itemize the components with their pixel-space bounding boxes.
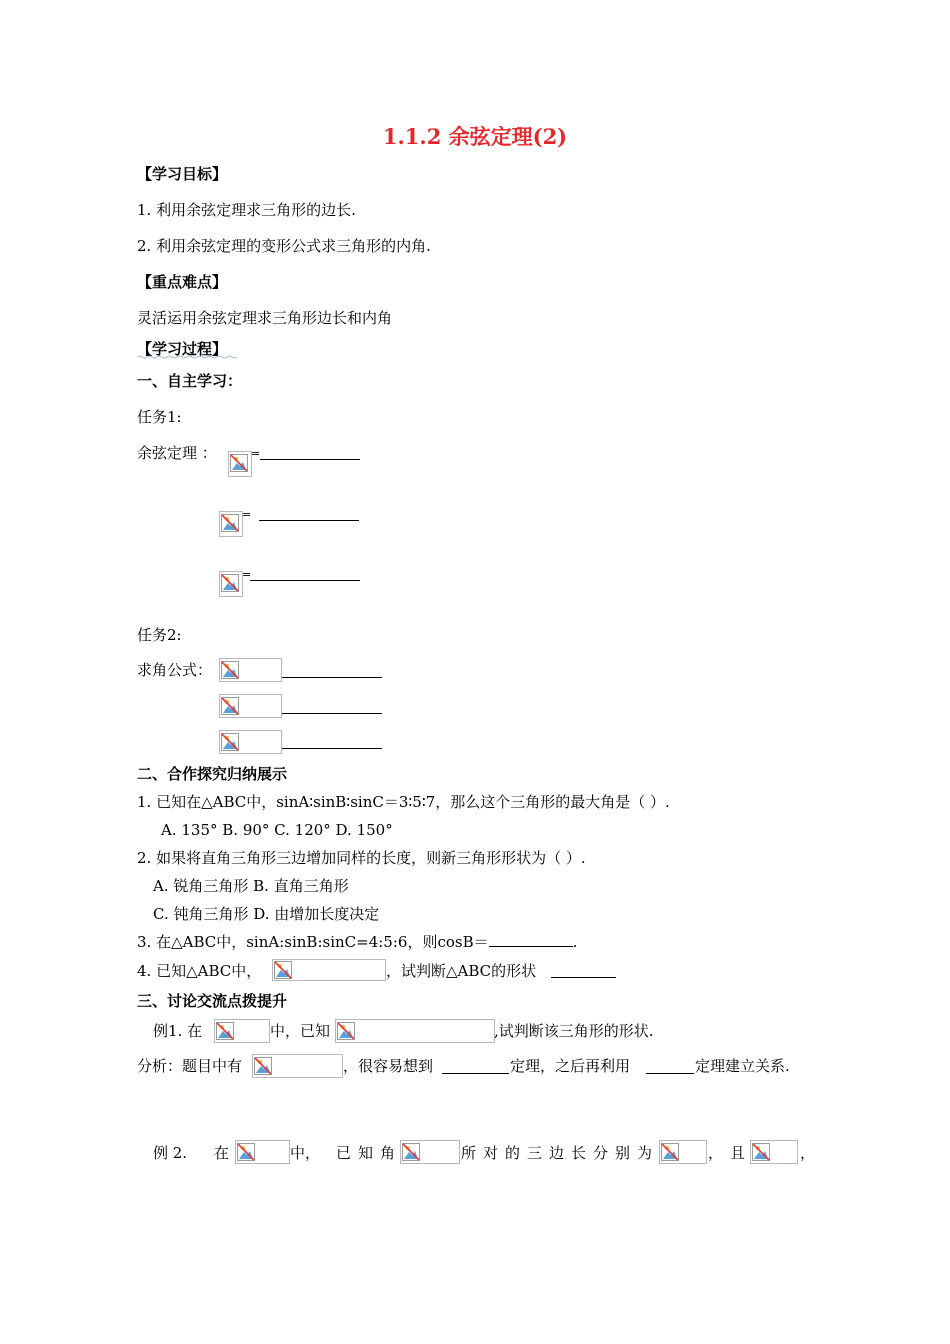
- question-1: 1. 已知在△ABC中，sinA∶sinB∶sinC＝3∶5∶7，那么这个三角形的最大角是（ ）.: [137, 793, 670, 811]
- question-4-text: 4. 已知△ABC中，: [137, 962, 262, 980]
- example-2-word: 三: [527, 1144, 543, 1162]
- broken-image-icon: [221, 574, 239, 592]
- goals-heading: 【学习目标】: [137, 165, 228, 183]
- answer-blank: [250, 580, 360, 581]
- question-1-options: A. 135° B. 90° C. 120° D. 150°: [161, 821, 393, 839]
- goal-1: 1. 利用余弦定理求三角形的边长.: [137, 201, 356, 219]
- key-points-text: 灵活运用余弦定理求三角形边长和内角: [137, 309, 393, 327]
- analysis-text: 分析：题目中有: [137, 1057, 243, 1075]
- example-2-word: 且: [730, 1144, 746, 1162]
- example-2-word: 所: [461, 1144, 477, 1162]
- example-1-text-2: 中，已知: [270, 1022, 331, 1040]
- broken-image-icon: [254, 1057, 272, 1075]
- formula-image: [400, 1140, 460, 1164]
- formula-image: [272, 959, 386, 981]
- example-2-word: 长: [571, 1144, 587, 1162]
- question-2-options-ab: A. 锐角三角形 B. 直角三角形: [153, 877, 349, 895]
- question-2-options-cd: C. 钝角三角形 D. 由增加长度决定: [153, 905, 380, 923]
- goal-2: 2. 利用余弦定理的变形公式求三角形的内角.: [137, 237, 431, 255]
- example-2-word: ，: [708, 1144, 724, 1162]
- question-4-text-2: ，试判断△ABC的形状: [386, 962, 537, 980]
- formula-image: [219, 694, 282, 718]
- answer-blank: [282, 677, 382, 678]
- broken-image-icon: [221, 514, 239, 532]
- example-2-label: 例 2.: [153, 1144, 188, 1162]
- process-heading: 【学习过程】: [137, 340, 228, 358]
- answer-blank: [259, 520, 359, 521]
- formula-image: [235, 1140, 290, 1164]
- example-2-word: 为: [637, 1144, 653, 1162]
- example-2-word: 在: [214, 1144, 230, 1162]
- spellcheck-underline: [137, 355, 237, 359]
- example-2-word: 别: [615, 1144, 631, 1162]
- broken-image-icon: [337, 1022, 355, 1040]
- example-2-word: 分: [593, 1144, 609, 1162]
- formula-image: [252, 1054, 343, 1078]
- equals-sign: =: [251, 447, 261, 460]
- question-3-text: 3. 在△ABC中，sinA:sinB:sinC=4:5:6，则cosB＝: [137, 933, 489, 951]
- example-2-word: ，: [800, 1144, 816, 1162]
- answer-blank: [551, 977, 616, 978]
- broken-image-icon: [221, 697, 239, 715]
- equals-sign: =: [242, 508, 252, 521]
- broken-image-icon: [230, 454, 248, 472]
- part3-heading: 三、讨论交流点拨提升: [137, 992, 288, 1010]
- example-2-word: 中，: [290, 1144, 321, 1162]
- example-2-word: 知: [358, 1144, 374, 1162]
- part1-heading: 一、自主学习：: [137, 372, 243, 390]
- task2-label: 任务2:: [137, 626, 182, 644]
- formula-image: [228, 451, 252, 477]
- answer-blank: [260, 459, 360, 460]
- answer-blank: [442, 1073, 509, 1074]
- part2-heading: 二、合作探究归纳展示: [137, 765, 288, 783]
- answer-blank: [646, 1073, 694, 1074]
- formula-image: [219, 571, 243, 597]
- example-2-word: 对: [483, 1144, 499, 1162]
- example-2-word: 的: [505, 1144, 521, 1162]
- question-3-end: .: [572, 933, 578, 951]
- example-1-text: 例1. 在: [153, 1022, 203, 1040]
- formula-image: [219, 730, 282, 754]
- formula-image: [659, 1140, 707, 1164]
- analysis-text-2: ，很容易想到: [343, 1057, 434, 1075]
- example-2-word: 边: [549, 1144, 565, 1162]
- page-title: 1.1.2 余弦定理(2): [382, 124, 568, 149]
- equals-sign: =: [242, 568, 252, 581]
- broken-image-icon: [216, 1022, 234, 1040]
- broken-image-icon: [752, 1143, 770, 1161]
- example-1-text-3: ,试判断该三角形的形状.: [494, 1022, 654, 1040]
- formula-image: [219, 658, 282, 682]
- broken-image-icon: [221, 661, 239, 679]
- broken-image-icon: [237, 1143, 255, 1161]
- key-points-heading: 【重点难点】: [137, 273, 228, 291]
- broken-image-icon: [402, 1143, 420, 1161]
- broken-image-icon: [661, 1143, 679, 1161]
- answer-blank: [282, 748, 382, 749]
- broken-image-icon: [274, 961, 292, 979]
- example-2-word: 已: [336, 1144, 352, 1162]
- cosine-law-label: 余弦定理 ：: [137, 444, 217, 462]
- example-2-word: 角: [380, 1144, 396, 1162]
- analysis-text-3: 定理，之后再利用: [510, 1057, 631, 1075]
- question-3: [137, 932, 577, 952]
- formula-image: [750, 1140, 798, 1164]
- question-2: 2. 如果将直角三角形三边增加同样的长度，则新三角形形状为（ ）.: [137, 849, 586, 867]
- task1-label: 任务1:: [137, 408, 182, 426]
- broken-image-icon: [221, 733, 239, 751]
- formula-image: [219, 511, 243, 537]
- answer-blank: [489, 932, 573, 947]
- formula-image: [214, 1019, 270, 1043]
- formula-image: [335, 1019, 495, 1043]
- answer-blank: [282, 713, 382, 714]
- analysis-text-4: 定理建立关系.: [695, 1057, 790, 1075]
- angle-formula-label: 求角公式：: [137, 661, 213, 679]
